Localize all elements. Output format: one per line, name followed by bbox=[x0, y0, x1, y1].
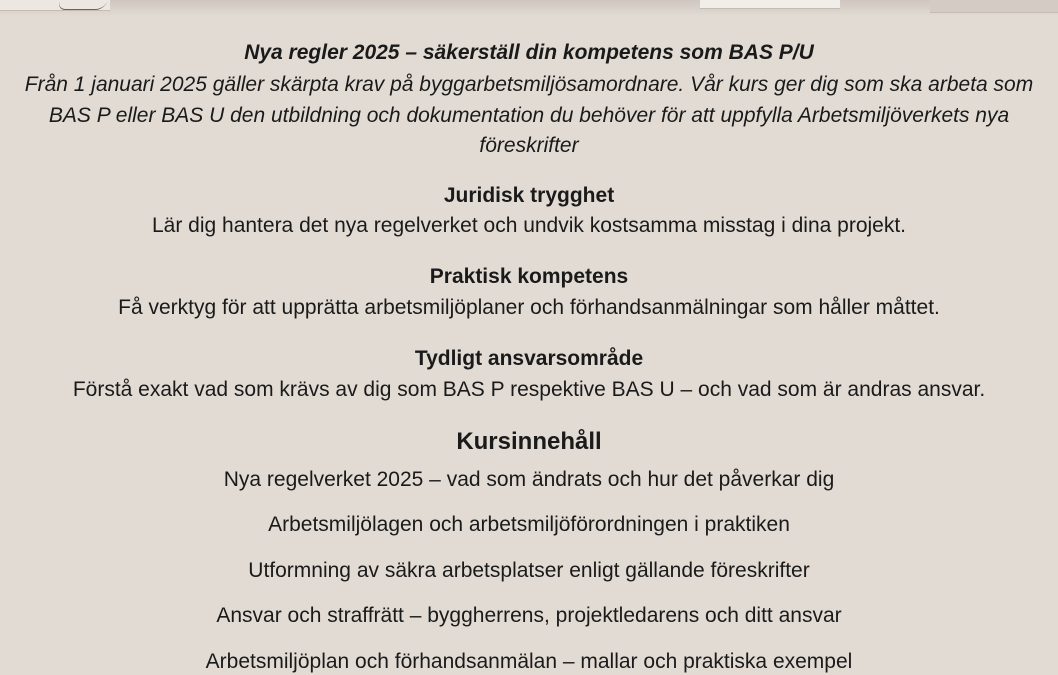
paper-edge bbox=[930, 0, 1058, 13]
paper-edge bbox=[700, 0, 840, 9]
course-heading: Kursinnehåll bbox=[456, 428, 602, 455]
course-item: Utformning av säkra arbetsplatser enligt gällande föreskrifter bbox=[248, 559, 810, 582]
benefit-title-praktisk: Praktisk kompetens bbox=[429, 265, 629, 288]
pen-scribble bbox=[56, 1, 107, 10]
intro-title: Nya regler 2025 – säkerställ din kompetens som BAS P/U bbox=[244, 41, 814, 64]
course-item: Ansvar och straffrätt – byggherrens, projektledarens och ditt ansvar bbox=[216, 604, 842, 627]
benefit-text-juridisk: Lär dig hantera det nya regelverket och undvik kostsamma misstag i dina projekt. bbox=[151, 214, 907, 237]
benefit-title-ansvar: Tydligt ansvarsområde bbox=[414, 347, 644, 370]
benefit-text-ansvar: Förstå exakt vad som krävs av dig som BAS P respektive BAS U – och vad som är andras ansvar. bbox=[72, 378, 986, 401]
course-item: Arbetsmiljölagen och arbetsmiljöförordningen i praktiken bbox=[268, 513, 790, 536]
benefit-title-juridisk: Juridisk trygghet bbox=[443, 184, 615, 207]
course-item: Arbetsmiljöplan och förhandsanmälan – mallar och praktiska exempel bbox=[205, 650, 853, 673]
benefit-text-praktisk: Få verktyg för att upprätta arbetsmiljöplaner och förhandsanmälningar som håller måttet. bbox=[118, 296, 940, 319]
course-item: Nya regelverket 2025 – vad som ändrats och hur det påverkar dig bbox=[223, 468, 835, 491]
intro-text: Från 1 januari 2025 gäller skärpta krav på byggarbetsmiljösamordnare. Vår kurs ger dig som ska arbeta som BAS P eller BAS U den utbildning och dokumentation du behöver för att uppfylla Arbetsmiljöverkets nya föreskrifter bbox=[24, 73, 1034, 157]
header-photo-strip bbox=[0, 0, 1058, 16]
